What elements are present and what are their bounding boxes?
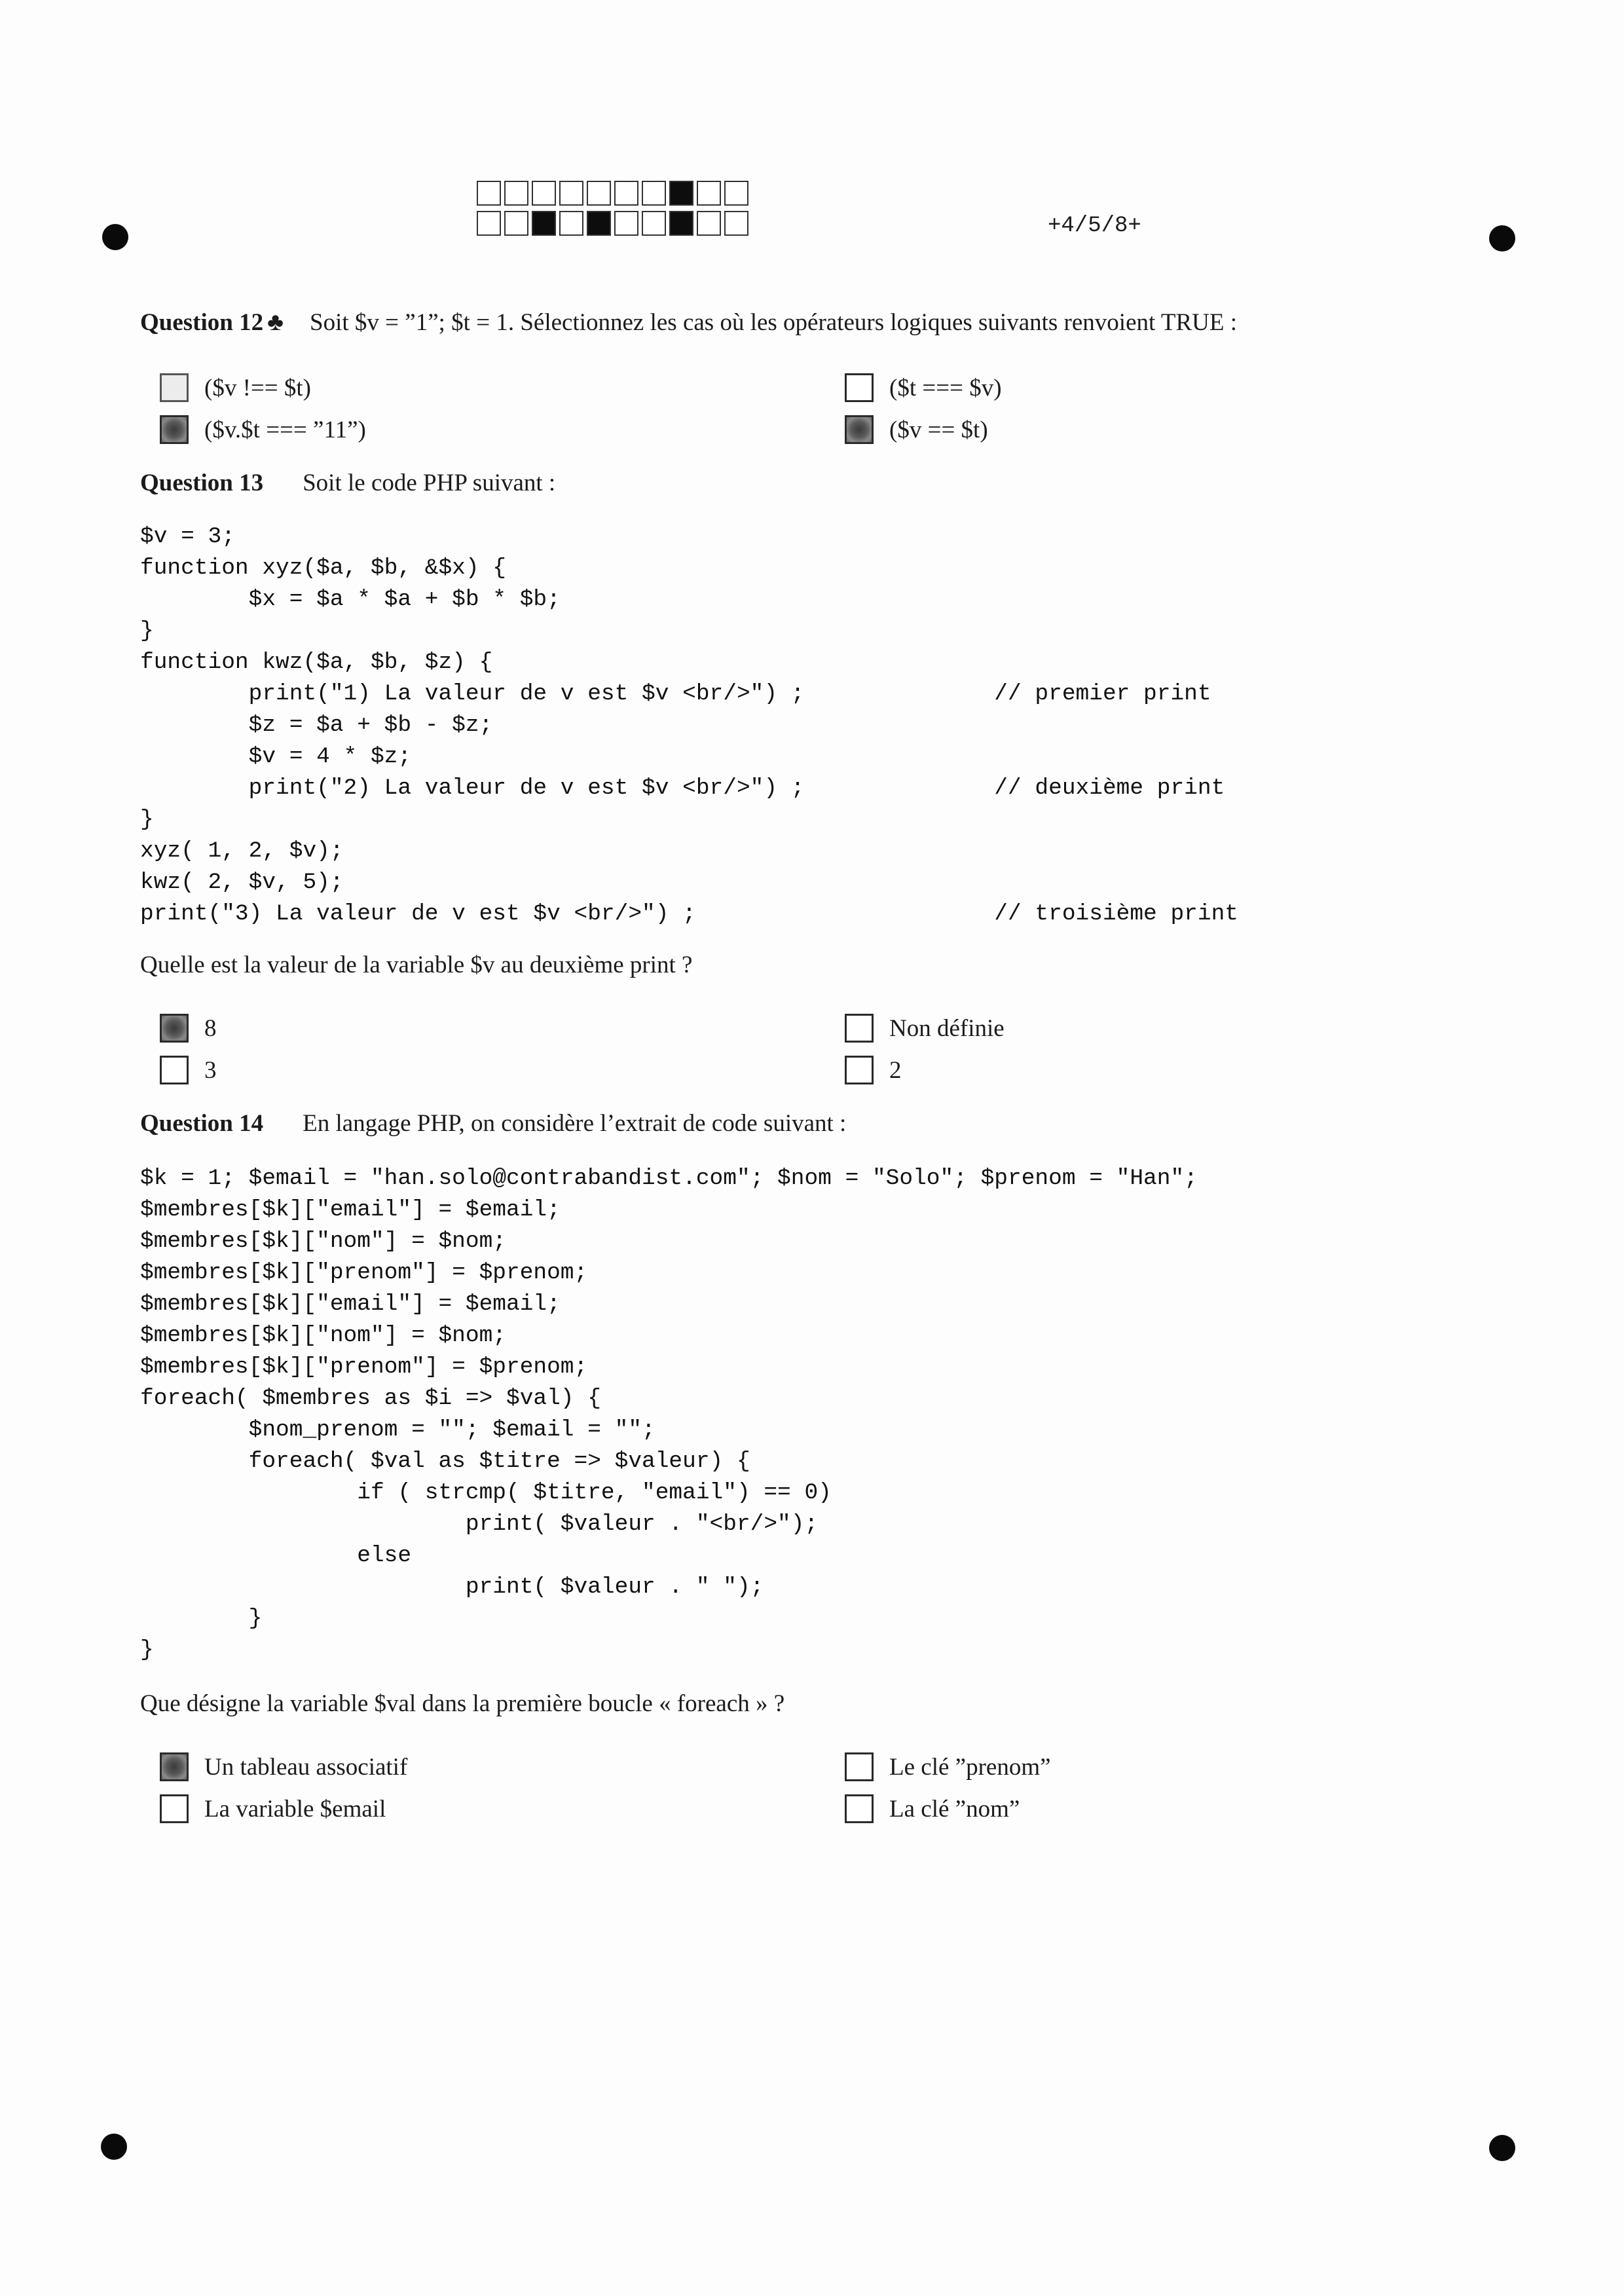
q14-option-1[interactable]	[160, 1752, 407, 1781]
barcode-cell-empty	[697, 181, 721, 206]
checkbox[interactable]	[160, 1752, 189, 1781]
q13-option-4[interactable]	[845, 1056, 902, 1084]
barcode-cell-empty	[614, 181, 638, 206]
registration-mark-bottom-left	[101, 2134, 127, 2160]
question-13-text: Soit le code PHP suivant :	[303, 470, 556, 496]
q14-option-3[interactable]	[160, 1794, 386, 1823]
question-12-label: Question 12	[140, 309, 264, 336]
q13-option-3[interactable]	[160, 1056, 217, 1084]
checkbox[interactable]	[845, 1056, 874, 1084]
question-13-label: Question 13	[140, 470, 264, 496]
q13-option-2[interactable]	[845, 1014, 1005, 1043]
question-12-text: Soit $v = ”1”; $t = 1. Sélectionnez les cas où les opérateurs logiques suivants renvoient TRUE :	[310, 309, 1237, 336]
question-14-code: $k = 1; $email = "han.solo@contrabandist.com"; $nom = "Solo"; $prenom = "Han"; $membres[$k]["email"] = $email; $membres[$k]["nom"] = $nom; $membres[$k]["prenom"] = $prenom; $membres[$k]["email"] = $email; $membres[$k]["nom"] = $nom; $membres[$k]["prenom"] = $prenom; foreach( $membres as $i => $val) { $nom_prenom = ""; $email = ""; foreach( $val as $titre => $valeur) { if ( strcmp( $titre, "email") == 0) print( $valeur . "<br/>"); else print( $valeur . " "); } }	[140, 1166, 1198, 1663]
checkbox[interactable]	[160, 1014, 189, 1043]
q12-option-4[interactable]	[845, 415, 988, 444]
option-label: 2	[889, 1056, 902, 1084]
checkbox[interactable]	[845, 1794, 874, 1823]
barcode-cell-filled	[532, 211, 556, 236]
question-12-header	[140, 308, 1237, 337]
barcode-cell-empty	[587, 181, 611, 206]
registration-mark-top-left	[102, 224, 128, 250]
checkbox[interactable]	[845, 1752, 874, 1781]
q12-option-1[interactable]	[160, 373, 311, 402]
option-label: 3	[204, 1056, 217, 1084]
q14-option-4[interactable]	[845, 1794, 1020, 1823]
barcode-cell-empty	[642, 211, 666, 236]
barcode-cell-empty	[614, 211, 638, 236]
q12-option-3[interactable]	[160, 415, 366, 444]
club-icon: ♣	[267, 308, 284, 336]
barcode-row-2	[477, 211, 752, 236]
option-label: Le clé ”prenom”	[889, 1753, 1051, 1781]
option-label: ($v.$t === ”11”)	[204, 416, 366, 443]
option-label: Non définie	[889, 1014, 1005, 1042]
q14-option-2[interactable]	[845, 1752, 1051, 1781]
checkbox[interactable]	[160, 373, 189, 402]
question-13-prompt: Quelle est la valeur de la variable $v au deuxième print ?	[140, 952, 693, 978]
option-label: La clé ”nom”	[889, 1795, 1020, 1823]
registration-mark-bottom-right	[1489, 2135, 1515, 2161]
checkbox[interactable]	[845, 373, 874, 402]
q12-option-2[interactable]	[845, 373, 1002, 402]
barcode-cell-empty	[477, 211, 501, 236]
barcode-cell-empty	[504, 211, 528, 236]
barcode-cell-empty	[532, 181, 556, 206]
checkbox[interactable]	[845, 415, 874, 444]
barcode-cell-empty	[642, 181, 666, 206]
question-14-label: Question 14	[140, 1110, 264, 1137]
barcode-cell-empty	[504, 181, 528, 206]
registration-mark-top-right	[1489, 225, 1515, 251]
checkbox[interactable]	[160, 415, 189, 444]
barcode-cell-empty	[477, 181, 501, 206]
option-label: Un tableau associatif	[204, 1753, 408, 1781]
barcode-row-1	[477, 181, 752, 206]
barcode-cell-empty	[697, 211, 721, 236]
question-13-code: $v = 3; function xyz($a, $b, &$x) { $x = $a * $a + $b * $b; } function kwz($a, $b, $z) { print("1) La valeur de v est $v <br/>") ; // premier print $z = $a + $b - $z; $v = 4 * $z; print("2) La valeur de v est $v <br/>") ; // deuxième print } xyz( 1, 2, $v); kwz( 2, $v, 5); print("3) La valeur de v est $v <br/>") ; // troisième print	[140, 524, 1238, 927]
barcode-cell-empty	[559, 181, 583, 206]
barcode-cell-empty	[724, 211, 748, 236]
option-label: 8	[204, 1014, 217, 1042]
barcode-cell-empty	[559, 211, 583, 236]
option-label: La variable $email	[204, 1795, 386, 1823]
page-code: +4/5/8+	[1048, 213, 1141, 238]
q13-option-1[interactable]	[160, 1014, 217, 1043]
barcode-cell-filled	[669, 181, 693, 206]
question-13-header	[140, 469, 555, 497]
barcode-cell-empty	[724, 181, 748, 206]
option-label: ($v !== $t)	[204, 374, 311, 401]
question-14-header	[140, 1109, 846, 1138]
checkbox[interactable]	[160, 1794, 189, 1823]
question-14-prompt: Que désigne la variable $val dans la première boucle « foreach » ?	[140, 1690, 785, 1717]
checkbox[interactable]	[160, 1056, 189, 1084]
barcode-cell-filled	[669, 211, 693, 236]
option-label: ($t === $v)	[889, 374, 1002, 401]
option-label: ($v == $t)	[889, 416, 988, 443]
barcode-cell-filled	[587, 211, 611, 236]
checkbox[interactable]	[845, 1014, 874, 1043]
question-14-text: En langage PHP, on considère l’extrait de code suivant :	[303, 1110, 847, 1137]
